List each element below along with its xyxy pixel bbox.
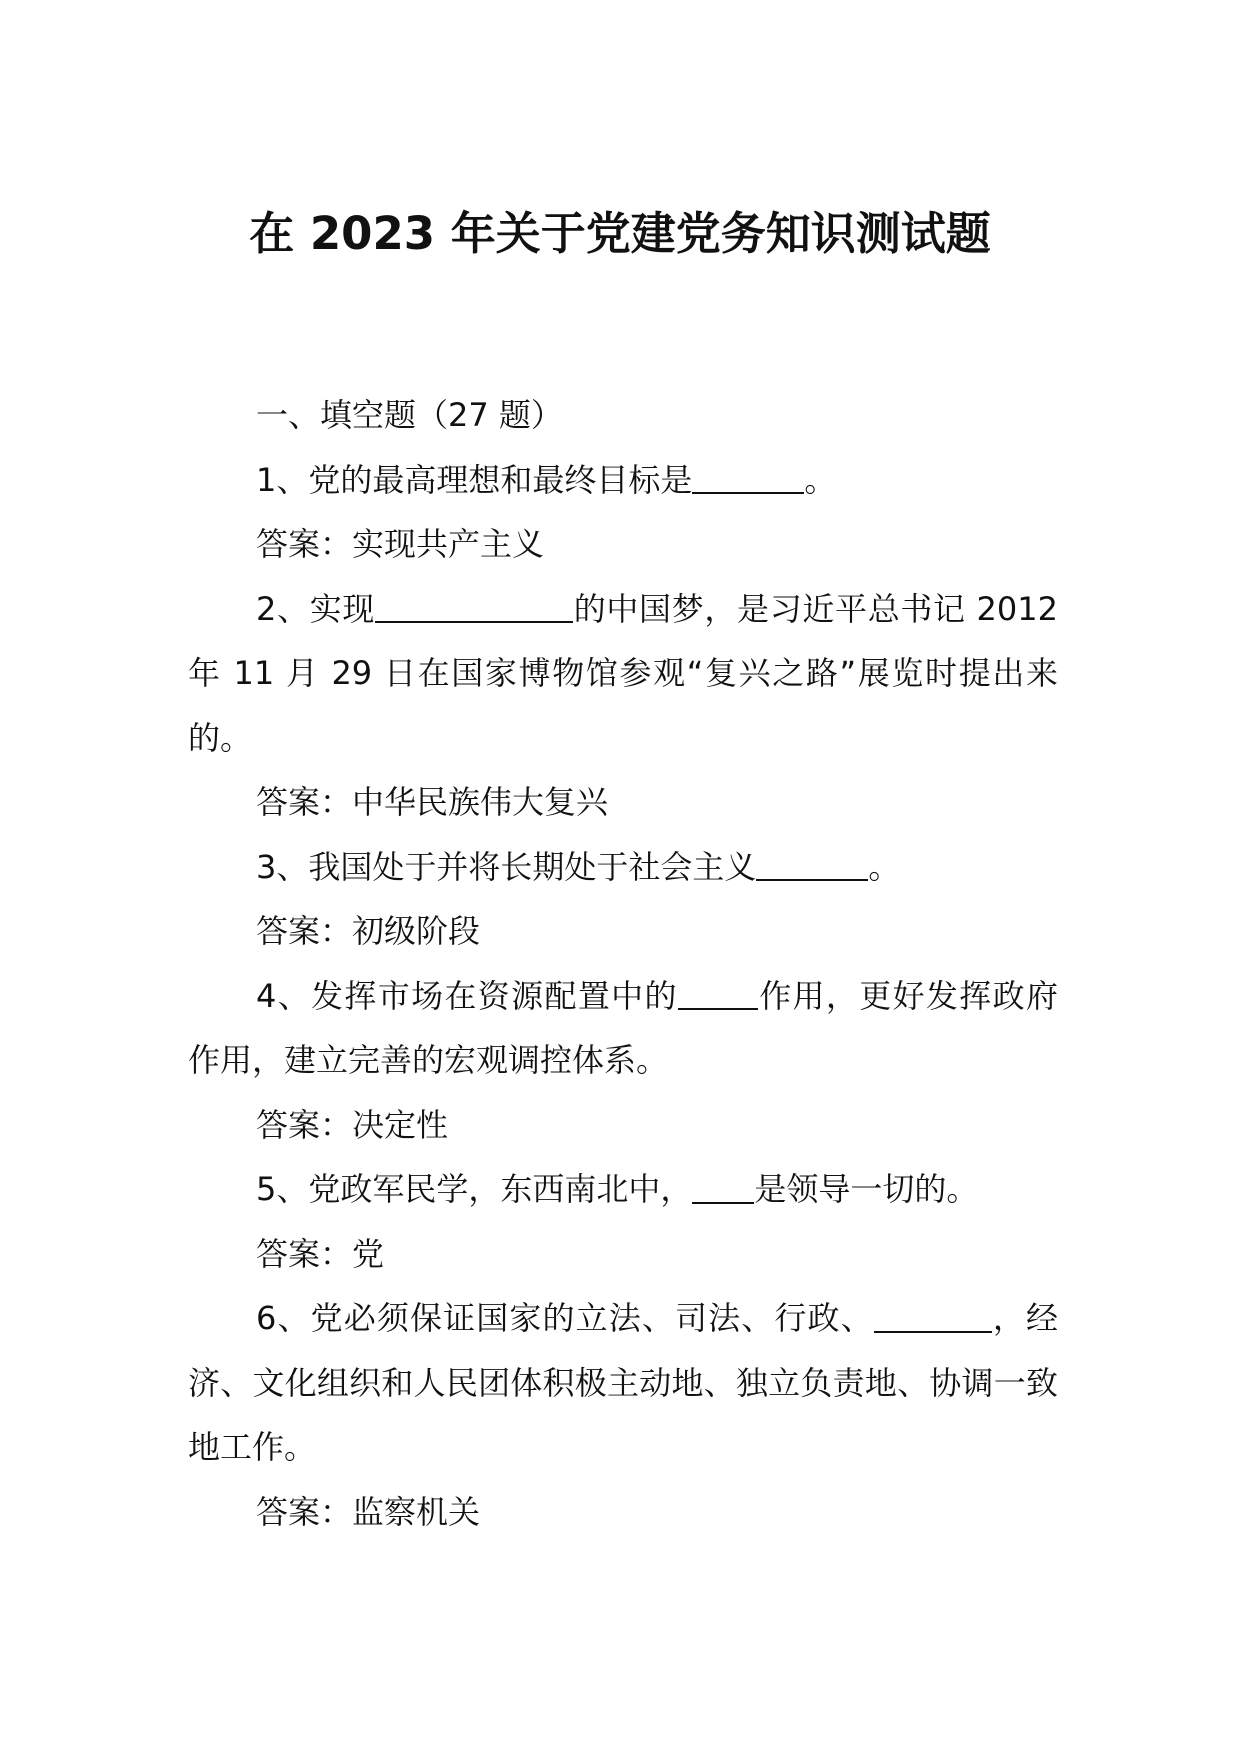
question-5-text-after: 是领导一切的。 xyxy=(754,1170,979,1208)
question-3-text-after: 。 xyxy=(868,847,901,886)
question-1 xyxy=(188,448,1058,513)
question-6 xyxy=(188,1286,1058,1480)
document-body xyxy=(188,383,1058,1544)
answer-4: 答案：决定性 xyxy=(256,1105,449,1144)
question-2-text-before: 2、实现 xyxy=(256,589,376,628)
question-3 xyxy=(188,835,1058,900)
question-4-text-after: 作用，更好发挥政府作用，建立完善的宏观调控体系。 xyxy=(188,976,1058,1079)
question-5-text-before: 5、党政军民学，东西南北中， xyxy=(256,1170,693,1208)
answer-6: 答案：监察机关 xyxy=(256,1492,481,1531)
question-5 xyxy=(188,1157,1058,1222)
answer-3: 答案：初级阶段 xyxy=(256,912,481,950)
question-1-text-after: 。 xyxy=(804,460,837,499)
question-3-text-before: 3、我国处于并将长期处于社会主义 xyxy=(256,847,757,886)
question-1-text-before: 1、党的最高理想和最终目标是 xyxy=(256,460,693,499)
question-4-text-before: 4、发挥市场在资源配置中的 xyxy=(256,976,678,1015)
question-4 xyxy=(188,964,1058,1093)
question-4-blank xyxy=(678,976,758,1010)
answer-5: 答案：党 xyxy=(256,1234,385,1273)
question-5-blank xyxy=(692,1170,754,1204)
question-2 xyxy=(188,577,1058,771)
question-6-text-before: 6、党必须保证国家的立法、司法、行政、 xyxy=(256,1299,874,1337)
question-3-blank xyxy=(756,847,868,881)
answer-2: 答案：中华民族伟大复兴 xyxy=(256,783,609,821)
question-6-blank xyxy=(874,1299,992,1333)
question-6-text-after: ，经济、文化组织和人民团体积极主动地、独立负责地、协调一致地工作。 xyxy=(188,1299,1058,1466)
question-2-blank xyxy=(375,589,573,623)
section-heading: 一、填空题（27 题） xyxy=(256,396,563,434)
question-1-blank xyxy=(692,460,804,494)
question-2-text-after: 的中国梦，是习近平总书记 2012 年 11 月 29 日在国家博物馆参观“复兴之路”展览时提出来的。 xyxy=(188,589,1058,757)
document-title: 在 2023 年关于党建党务知识测试题 xyxy=(249,207,991,260)
answer-1: 答案：实现共产主义 xyxy=(256,525,545,563)
